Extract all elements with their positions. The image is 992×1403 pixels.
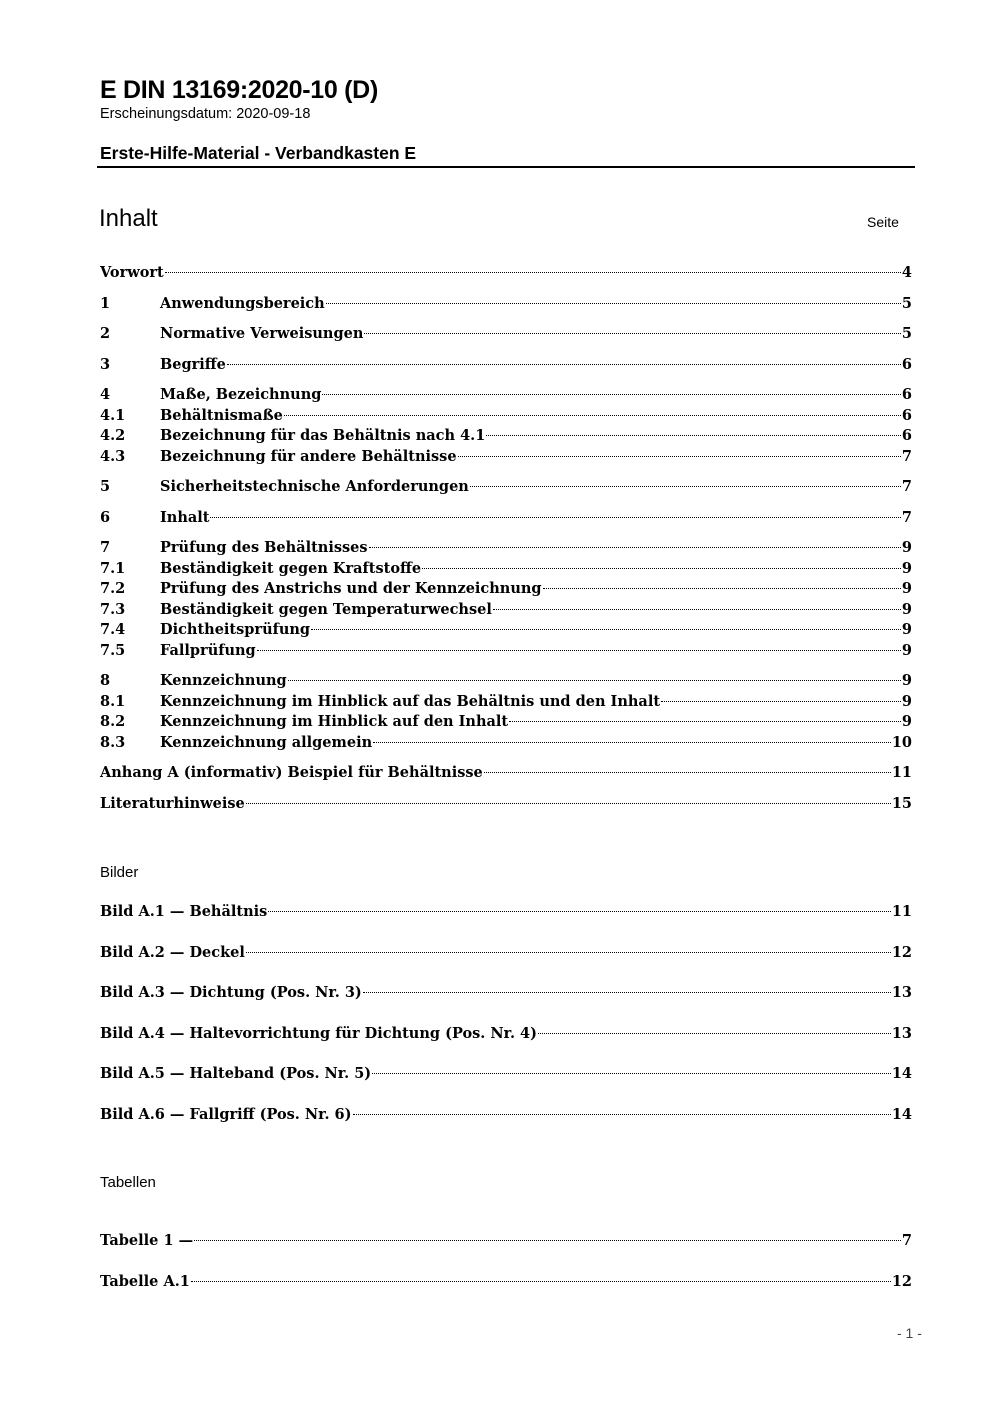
page-column-label: Seite: [867, 214, 899, 230]
figure-entry-text: Bild A.5 — Halteband (Pos. Nr. 5): [100, 1065, 372, 1082]
toc-entry-7-5[interactable]: [100, 641, 912, 660]
toc-entry-text: Inhalt: [160, 509, 210, 526]
figure-entry-page: 14: [891, 1106, 912, 1123]
toc-entry-annex-a[interactable]: [100, 763, 912, 782]
toc-entry-page: 7: [901, 509, 912, 526]
toc-entry-text: Prüfung des Anstrichs und der Kennzeichnung: [160, 580, 542, 597]
toc-entry-3[interactable]: [100, 355, 912, 374]
toc-dot-leader: [509, 721, 901, 722]
toc-entry-number: 7.3: [100, 601, 126, 618]
toc-entry-text: Beständigkeit gegen Kraftstoffe: [160, 560, 422, 577]
toc-entry-page: 9: [901, 713, 912, 730]
toc-entry-page: 6: [901, 386, 912, 403]
tables-heading: Tabellen: [100, 1174, 156, 1191]
toc-entry-text: Fallprüfung: [160, 642, 256, 659]
table-entry-text: Tabelle 1 —: [100, 1232, 194, 1249]
toc-dot-leader: [246, 803, 891, 804]
toc-entry-4[interactable]: [100, 385, 912, 404]
toc-entry-text: Normative Verweisungen: [160, 325, 364, 342]
figure-entry-a2[interactable]: [100, 943, 912, 962]
figure-entry-page: 14: [891, 1065, 912, 1082]
document-id: E DIN 13169:2020-10 (D): [100, 76, 378, 104]
toc-entry-page: 6: [901, 427, 912, 444]
toc-dot-leader: [353, 1114, 891, 1115]
toc-dot-leader: [288, 680, 901, 681]
document-title: Erste-Hilfe-Material - Verbandkasten E: [100, 143, 417, 163]
toc-entry-text: Beständigkeit gegen Temperaturwechsel: [160, 601, 492, 618]
toc-entry-number: 8.1: [100, 693, 126, 710]
toc-entry-vorwort[interactable]: [100, 263, 912, 282]
toc-dot-leader: [364, 333, 901, 334]
toc-dot-leader: [268, 911, 891, 912]
toc-entry-page: 9: [901, 580, 912, 597]
toc-entry-page: 15: [891, 795, 912, 812]
toc-dot-leader: [369, 547, 901, 548]
figure-entry-text: Bild A.1 — Behältnis: [100, 903, 268, 920]
toc-entry-text: Literaturhinweise: [100, 795, 245, 812]
toc-entry-6[interactable]: [100, 508, 912, 527]
table-entry-1[interactable]: [100, 1231, 912, 1250]
toc-dot-leader: [484, 772, 891, 773]
figure-entry-a3[interactable]: [100, 983, 912, 1002]
toc-dot-leader: [284, 415, 901, 416]
toc-dot-leader: [311, 629, 901, 630]
toc-entry-5[interactable]: [100, 477, 912, 496]
toc-entry-text: Anhang A (informativ) Beispiel für Behältnisse: [100, 764, 483, 781]
toc-entry-number: 7.1: [100, 560, 126, 577]
toc-entry-number: 2: [100, 325, 111, 342]
publication-date: Erscheinungsdatum: 2020-09-18: [100, 106, 311, 122]
toc-entry-text: Vorwort: [100, 264, 164, 281]
toc-entry-number: 8.2: [100, 713, 126, 730]
toc-entry-4-1[interactable]: [100, 406, 912, 425]
toc-entry-page: 9: [901, 693, 912, 710]
toc-entry-text: Kennzeichnung im Hinblick auf das Behältnis und den Inhalt: [160, 693, 661, 710]
toc-entry-text: Kennzeichnung allgemein: [160, 734, 373, 751]
toc-entry-number: 6: [100, 509, 111, 526]
toc-entry-number: 5: [100, 478, 111, 495]
toc-entry-number: 7.2: [100, 580, 126, 597]
toc-entry-number: 8: [100, 672, 111, 689]
figure-entry-a1[interactable]: [100, 902, 912, 921]
toc-dot-leader: [326, 303, 901, 304]
toc-dot-leader: [373, 742, 891, 743]
toc-entry-text: Sicherheitstechnische Anforderungen: [160, 478, 469, 495]
toc-dot-leader: [165, 272, 901, 273]
toc-entry-bibliography[interactable]: [100, 794, 912, 813]
toc-dot-leader: [194, 1240, 901, 1241]
page-number: - 1 -: [897, 1325, 922, 1341]
toc-entry-7-1[interactable]: [100, 559, 912, 578]
toc-entry-text: Kennzeichnung im Hinblick auf den Inhalt: [160, 713, 509, 730]
toc-entry-text: Begriffe: [160, 356, 226, 373]
toc-entry-number: 4.2: [100, 427, 126, 444]
toc-entry-number: 4: [100, 386, 111, 403]
toc-entry-page: 9: [901, 539, 912, 556]
toc-dot-leader: [246, 952, 891, 953]
toc-dot-leader: [257, 650, 901, 651]
toc-entry-number: 4.3: [100, 448, 126, 465]
figure-entry-page: 13: [891, 1025, 912, 1042]
toc-entry-page: 9: [901, 621, 912, 638]
toc-entry-page: 11: [891, 764, 912, 781]
toc-entry-text: Anwendungsbereich: [160, 295, 325, 312]
table-entry-a1[interactable]: [100, 1272, 912, 1291]
toc-entry-page: 6: [901, 407, 912, 424]
toc-entry-text: Prüfung des Behältnisses: [160, 539, 368, 556]
toc-entry-page: 9: [901, 560, 912, 577]
toc-entry-8-1[interactable]: [100, 692, 912, 711]
toc-entry-8-2[interactable]: [100, 712, 912, 731]
table-entry-page: 7: [901, 1232, 912, 1249]
toc-entry-number: 1: [100, 295, 111, 312]
toc-entry-text: Behältnismaße: [160, 407, 283, 424]
toc-dot-leader: [543, 588, 901, 589]
toc-entry-page: 9: [901, 601, 912, 618]
toc-entry-text: Kennzeichnung: [160, 672, 287, 689]
toc-entry-page: 5: [901, 325, 912, 342]
toc-dot-leader: [422, 568, 901, 569]
toc-dot-leader: [322, 394, 901, 395]
toc-entry-number: 8.3: [100, 734, 126, 751]
toc-entry-number: 4.1: [100, 407, 126, 424]
toc-entry-page: 7: [901, 448, 912, 465]
toc-entry-4-3[interactable]: [100, 447, 912, 466]
toc-entry-page: 10: [891, 734, 912, 751]
figure-entry-page: 11: [891, 903, 912, 920]
figure-entry-page: 12: [891, 944, 912, 961]
toc-dot-leader: [227, 364, 901, 365]
figure-entry-text: Bild A.3 — Dichtung (Pos. Nr. 3): [100, 984, 362, 1001]
figures-heading: Bilder: [100, 864, 139, 881]
title-divider: [97, 166, 915, 168]
toc-entry-2[interactable]: [100, 324, 912, 343]
figure-entry-a6[interactable]: [100, 1105, 912, 1124]
toc-entry-number: 7.4: [100, 621, 126, 638]
toc-entry-8-3[interactable]: [100, 733, 912, 752]
toc-entry-page: 7: [901, 478, 912, 495]
toc-dot-leader: [538, 1033, 891, 1034]
toc-dot-leader: [191, 1281, 891, 1282]
toc-entry-page: 9: [901, 672, 912, 689]
figure-entry-a4[interactable]: [100, 1024, 912, 1043]
toc-dot-leader: [458, 456, 901, 457]
toc-dot-leader: [470, 486, 901, 487]
figure-entry-text: Bild A.2 — Deckel: [100, 944, 245, 961]
toc-dot-leader: [493, 609, 901, 610]
figure-entry-a5[interactable]: [100, 1064, 912, 1083]
toc-entry-page: 4: [901, 264, 912, 281]
toc-entry-page: 6: [901, 356, 912, 373]
table-entry-text: Tabelle A.1: [100, 1273, 190, 1290]
toc-entry-number: 7.5: [100, 642, 126, 659]
toc-entry-4-2[interactable]: [100, 426, 912, 445]
toc-dot-leader: [363, 992, 891, 993]
figure-entry-text: Bild A.6 — Fallgriff (Pos. Nr. 6): [100, 1106, 352, 1123]
toc-entry-7-3[interactable]: [100, 600, 912, 619]
toc-entry-7-2[interactable]: [100, 579, 912, 598]
figure-entry-text: Bild A.4 — Haltevorrichtung für Dichtung (Pos. Nr. 4): [100, 1025, 537, 1042]
toc-entry-1[interactable]: [100, 294, 912, 313]
toc-entry-page: 5: [901, 295, 912, 312]
toc-entry-number: 7: [100, 539, 111, 556]
toc-heading: Inhalt: [99, 205, 158, 232]
figure-entry-page: 13: [891, 984, 912, 1001]
toc-dot-leader: [661, 701, 901, 702]
toc-entry-number: 3: [100, 356, 111, 373]
toc-dot-leader: [486, 435, 901, 436]
toc-dot-leader: [372, 1073, 891, 1074]
toc-entry-7[interactable]: [100, 538, 912, 557]
table-entry-page: 12: [891, 1273, 912, 1290]
toc-entry-page: 9: [901, 642, 912, 659]
toc-entry-7-4[interactable]: [100, 620, 912, 639]
toc-entry-text: Maße, Bezeichnung: [160, 386, 322, 403]
toc-dot-leader: [210, 517, 900, 518]
toc-entry-8[interactable]: [100, 671, 912, 690]
toc-entry-text: Bezeichnung für andere Behältnisse: [160, 448, 457, 465]
toc-entry-text: Bezeichnung für das Behältnis nach 4.1: [160, 427, 486, 444]
toc-entry-text: Dichtheitsprüfung: [160, 621, 311, 638]
